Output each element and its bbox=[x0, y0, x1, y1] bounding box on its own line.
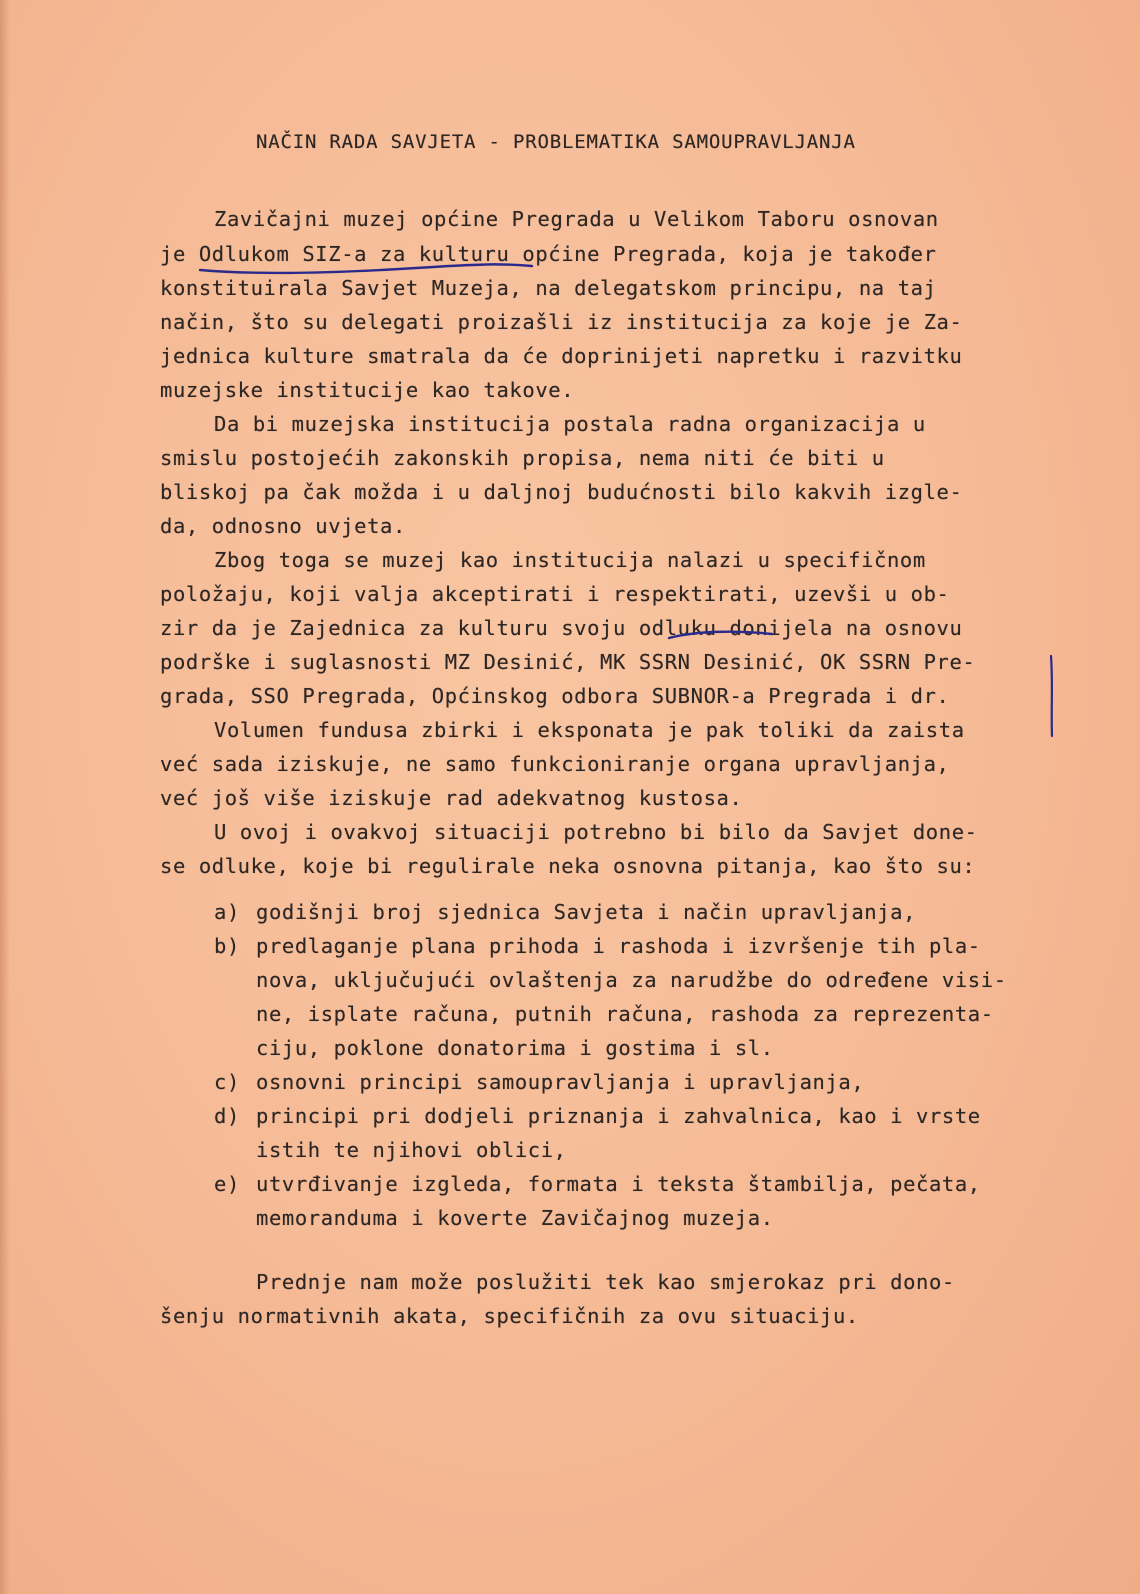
list-marker: b) bbox=[214, 934, 240, 958]
list-marker: a) bbox=[214, 900, 240, 924]
text-line: položaju, koji valja akceptirati i respektirati, uzevši u ob- bbox=[160, 582, 950, 606]
list-item-text: predlaganje plana prihoda i rashoda i izvršenje tih pla- bbox=[256, 934, 981, 958]
list-item-text: osnovni principi samoupravljanja i upravljanja, bbox=[256, 1070, 865, 1094]
list-marker: d) bbox=[214, 1104, 240, 1128]
list-item-text: novа, uključujući ovlaštenja za narudžbe do određene visi- bbox=[256, 968, 1007, 992]
text-line: već sada iziskuje, ne samo funkcioniranje organa upravljanja, bbox=[160, 752, 950, 776]
text-line: konstituirala Savjet Muzeja, na delegatskom principu, na taj bbox=[160, 276, 937, 300]
text-line: šenju normativnih akata, specifičnih za ovu situaciju. bbox=[160, 1304, 859, 1328]
text-line: da, odnosno uvjeta. bbox=[160, 514, 406, 538]
text-line: U ovoj i ovakvoj situaciji potrebno bi bilo da Savjet done- bbox=[214, 820, 978, 844]
text-line: se odluke, koje bi regulirale neka osnovna pitanja, kao što su: bbox=[160, 854, 976, 878]
text-line: bliskoj pa čak možda i u daljnoj budućnosti bilo kakvih izgle- bbox=[160, 480, 963, 504]
list-item-text: ciju, poklone donatorima i gostima i sl. bbox=[256, 1036, 774, 1060]
list-item-text: utvrđivanje izgleda, formata i teksta štambilja, pečata, bbox=[256, 1172, 981, 1196]
text-line: muzejske institucije kao takove. bbox=[160, 378, 575, 402]
text-line: podrške i suglasnosti MZ Desinić, MK SSRN Desinić, OK SSRN Pre- bbox=[160, 650, 976, 674]
pen-margin-line bbox=[1046, 654, 1058, 738]
text-line: zir da je Zajednica za kulturu svoju odluku donijela na osnovu bbox=[160, 616, 963, 640]
list-marker: e) bbox=[214, 1172, 240, 1196]
text-line: Prednje nam može poslužiti tek kao smjerokaz pri dono- bbox=[256, 1270, 955, 1294]
text-line: je Odlukom SIZ-a za kulturu općine Pregrada, koja je također bbox=[160, 242, 937, 266]
text-line: smislu postojećih zakonskih propisa, nema niti će biti u bbox=[160, 446, 885, 470]
list-item-text: godišnji broj sjednica Savjeta i način upravljanja, bbox=[256, 900, 917, 924]
text-line: način, što su delegati proizašli iz institucija za koje je Za- bbox=[160, 310, 963, 334]
document-title: NAČIN RADA SAVJETA - PROBLEMATIKA SAMOUPRAVLJANJA bbox=[256, 131, 856, 153]
list-item-text: ne, isplate računa, putnih računa, rashoda za reprezenta- bbox=[256, 1002, 994, 1026]
text-line: Volumen fundusa zbirki i eksponata je pak toliki da zaista bbox=[214, 718, 965, 742]
list-item-text: principi pri dodjeli priznanja i zahvalnica, kao i vrste bbox=[256, 1104, 981, 1128]
text-line: jednica kulture smatrala da će doprinijeti napretku i razvitku bbox=[160, 344, 963, 368]
list-item-text: memoranduma i koverte Zavičajnog muzeja. bbox=[256, 1206, 774, 1230]
text-line: Zbog toga se muzej kao institucija nalazi u specifičnom bbox=[214, 548, 926, 572]
list-item-text: istih te njihovi oblici, bbox=[256, 1138, 567, 1162]
text-line: grada, SSO Pregrada, Općinskog odbora SUBNOR-a Pregrada i dr. bbox=[160, 684, 950, 708]
list-marker: c) bbox=[214, 1070, 240, 1094]
text-line: već još više iziskuje rad adekvatnog kustosa. bbox=[160, 786, 743, 810]
text-line: Da bi muzejska institucija postala radna organizacija u bbox=[214, 412, 926, 436]
text-line: Zavičajni muzej općine Pregrada u Velikom Taboru osnovan bbox=[214, 207, 939, 231]
